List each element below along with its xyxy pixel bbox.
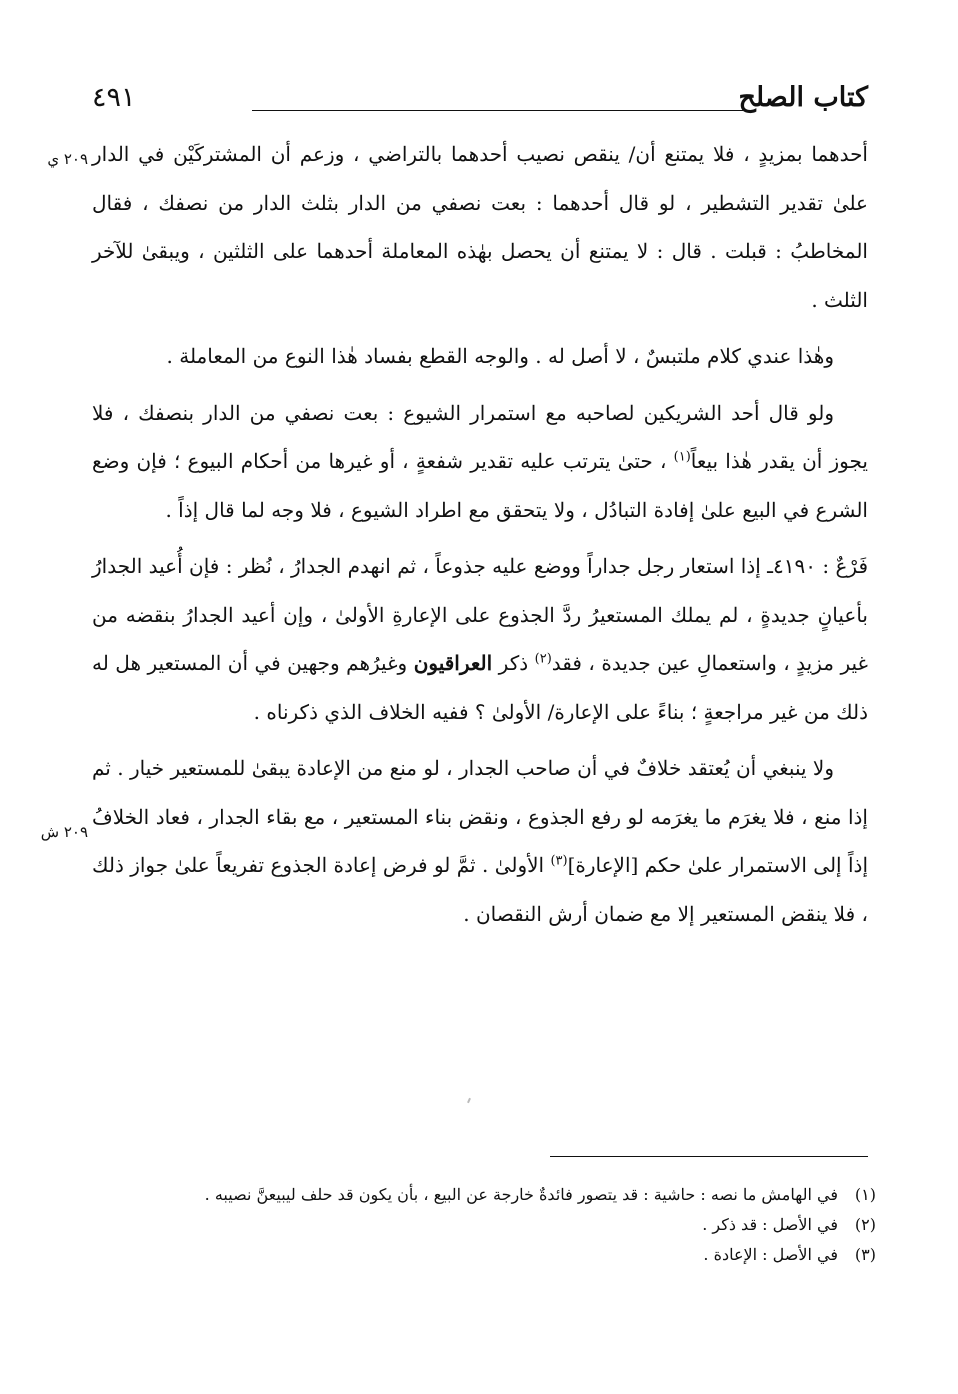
paragraph-3-text-a: ولو قال أحد الشريكين لصاحبه مع استمرار الشيوع : بعت نصفي من الدار بنصفك ، فلا يجوز أن يقدر هٰذا بيعاً xyxy=(92,400,868,473)
footnote-number: (٢) xyxy=(854,1215,876,1234)
paragraph-4-text-a: : ٤١٩٠ـ إذا استعار رجل جداراً ووضع عليه جذوعاً ، ثم انهدم الجدارُ ، نُظر : فإن أُعيد الجدارُ بأعيانٍ جديدةٍ ، لم يملك المستعيرُ ردَّ الجذوع على الإعارةِ الأولىٰ ، وإن أعيد الجدارُ بنقضه من غير مزيدٍ ، واستعمالِ عين جديدة ، فقد xyxy=(92,554,868,675)
paragraph-5-text-a: ولا ينبغي أن يُعتقد خلافٌ في أن صاحب الجدار ، لو منع من الإعادة يبقىٰ للمستعير خيار . ثم إذا منع ، فلا يغرَم ما يغرَمه لو رفع الجذوع ، ونقض بناء المستعير ، مع بقاء الجدار ، فعاد الخلافُ إذاً إلى الاستمرار علىٰ حكم [الإعارة] xyxy=(92,756,868,877)
header-rule xyxy=(252,110,743,111)
paragraph-4-text-b: ذكر xyxy=(492,651,535,675)
paragraph-4-text-c: وغيرُهم وجهين في أن المستعير هل له ذلك من غير مراجعةٍ ؛ بناءً على الإعارة/ الأولىٰ ؟ ففيه الخلاف الذي ذكرناه . xyxy=(92,651,868,724)
footnotes xyxy=(92,1180,876,1270)
footnote-ref-1: (١) xyxy=(673,449,691,465)
chapter-title: كتاب الصلح xyxy=(738,82,868,113)
footnote-number: (١) xyxy=(854,1185,876,1204)
running-header xyxy=(92,80,868,124)
page-speck xyxy=(467,1098,471,1103)
paragraph-2: وهٰذا عندي كلام ملتبسٌ ، لا أصل له . والوجه القطع بفساد هٰذا النوع من المعاملة . xyxy=(166,344,834,368)
paragraph-3-text-b: ، حتىٰ يترتب عليه تقدير شفعةٍ ، أو غيرها من أحكام البيوع ؛ فإن وضع الشرع في البيع علىٰ إفادة التبادُل ، ولا يتحقق مع اطراد الشيوع ، فلا وجه لما قال إذاً . xyxy=(92,449,868,522)
footnote-text: في الأصل : الإعادة . xyxy=(703,1245,838,1264)
paragraph-4 xyxy=(92,542,868,736)
paragraph-3 xyxy=(92,389,868,535)
footnote-text: في الأصل : قد ذكر . xyxy=(702,1215,838,1234)
margin-page-ref-2: ٢٠٩ ش xyxy=(40,823,88,841)
paragraph-5-text-b: الأولىٰ . ثمَّ لو فرض إعادة الجذوع تفريعاً علىٰ جواز ذلك ، فلا ينقض المستعير إلا مع ضمان أرش النقصان . xyxy=(92,853,868,926)
footnote-rule xyxy=(550,1156,868,1157)
paragraph-5 xyxy=(92,744,868,938)
page-number: ٤٩١ xyxy=(92,82,136,113)
footnote-ref-2: (٢) xyxy=(534,651,552,667)
paragraph-1: أحدهما بمزيدٍ ، فلا يمتنع أن/ ينقص نصيب أحدهما بالتراضي ، وزعم أن المشتركَيْن في الدار علىٰ تقدير التشطير ، لو قال أحدهما : بعت نصفي من الدار بثلث الدار من نصفك ، فقال المخاطبُ : قبلت . قال : لا يمتنع أن يحصل بهٰذه المعاملة أحدهما على الثلثين ، ويبقىٰ للآخر الثلث . xyxy=(92,142,868,312)
footnote-3 xyxy=(92,1240,876,1270)
bold-term: العراقيون xyxy=(413,651,493,675)
footnote-1 xyxy=(92,1180,876,1210)
margin-page-ref-1: ٢٠٩ ي xyxy=(47,150,88,168)
main-text xyxy=(92,130,868,946)
footnote-2 xyxy=(92,1210,876,1240)
footnote-text: في الهامش ما نصه : حاشية : قد يتصور فائدةٌ خارجة عن البيع ، بأن يكون قد حلف ليبيعنَّ نصيبه . xyxy=(204,1185,838,1204)
section-label: فَرْعٌ xyxy=(835,554,869,578)
footnote-number: (٣) xyxy=(854,1245,876,1264)
footnote-ref-3: (٣) xyxy=(550,853,568,869)
